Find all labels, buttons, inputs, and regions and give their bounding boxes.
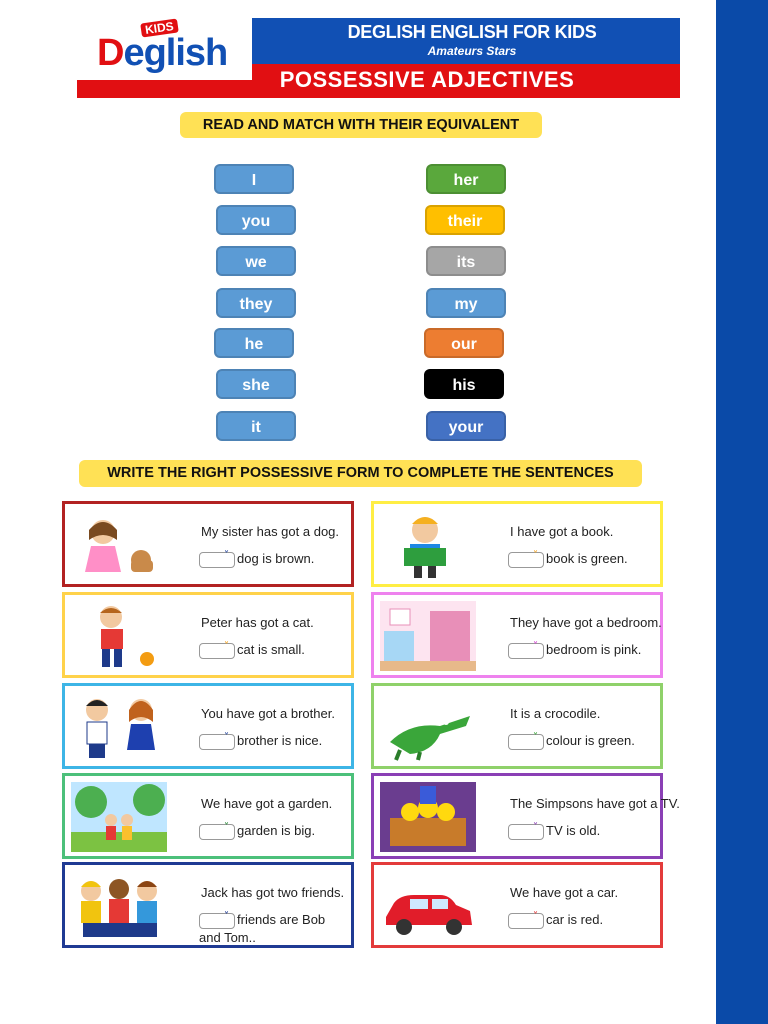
sentence-card [371, 683, 663, 769]
card-sentence: We have got a car. [510, 885, 619, 900]
chevron-down-icon: ˅ [224, 549, 229, 561]
chevron-down-icon: ˅ [533, 910, 538, 922]
card-sentence: We have got a garden. [201, 796, 333, 811]
sentence-card [371, 592, 663, 678]
answer-dropdown[interactable] [199, 821, 235, 840]
chevron-down-icon: ˅ [224, 731, 229, 743]
completion-text: bedroom is pink. [546, 642, 642, 657]
card-sentence: Jack has got two friends. [201, 885, 345, 900]
card-sentence: My sister has got a dog. [201, 524, 340, 539]
chevron-down-icon: ˅ [224, 910, 229, 922]
card-completion [508, 732, 658, 750]
simpsons-family-image [380, 782, 476, 852]
answer-dropdown[interactable] [199, 549, 235, 568]
card-sentence: Peter has got a cat. [201, 615, 314, 630]
completion-text: book is green. [546, 551, 628, 566]
family-garden-image [71, 782, 167, 852]
chevron-down-icon: ˅ [533, 821, 538, 833]
pronoun-box-2[interactable]: we [216, 246, 296, 276]
possessive-box-2[interactable]: its [426, 246, 506, 276]
completion-text: brother is nice. [237, 733, 323, 748]
card-completion [199, 822, 349, 840]
completion-text: TV is old. [546, 823, 601, 838]
pronoun-box-6[interactable]: it [216, 411, 296, 441]
chevron-down-icon: ˅ [533, 640, 538, 652]
card-sentence: It is a crocodile. [510, 706, 601, 721]
card-completion [508, 641, 658, 659]
card-sentence: The Simpsons have got a TV. [510, 796, 680, 811]
pronoun-box-1[interactable]: you [216, 205, 296, 235]
boy-with-cat-image [71, 601, 167, 671]
sentence-card [62, 592, 354, 678]
logo-wordmark: Deglish [97, 32, 228, 74]
sentence-card [371, 501, 663, 587]
header-title: DEGLISH ENGLISH FOR KIDS [347, 22, 597, 42]
logo-kids-badge: KIDS [140, 19, 178, 38]
completion-text: cat is small. [237, 642, 305, 657]
possessive-box-4[interactable]: our [424, 328, 504, 358]
answer-dropdown[interactable] [508, 910, 544, 929]
boy-and-girl-image [71, 692, 167, 762]
three-boys-image [71, 871, 167, 941]
sentence-card [62, 683, 354, 769]
boy-reading-book-image [380, 510, 476, 580]
pronoun-box-3[interactable]: they [216, 288, 296, 318]
card-completion [199, 641, 349, 659]
sentence-card [371, 862, 663, 948]
card-completion [199, 732, 349, 750]
completion-text: car is red. [546, 912, 604, 927]
section-label-match: READ AND MATCH WITH THEIR EQUIVALENT [180, 112, 542, 138]
red-car-image [380, 871, 476, 941]
answer-dropdown[interactable] [508, 549, 544, 568]
chevron-down-icon: ˅ [533, 549, 538, 561]
possessive-box-3[interactable]: my [426, 288, 506, 318]
answer-dropdown[interactable] [199, 910, 235, 929]
completion-text: colour is green. [546, 733, 635, 748]
completion-text: garden is big. [237, 823, 316, 838]
worksheet-header [77, 18, 680, 98]
possessive-box-6[interactable]: your [426, 411, 506, 441]
girl-with-dog-image [71, 510, 167, 580]
answer-dropdown[interactable] [508, 640, 544, 659]
header-subtitle: Amateurs Stars [427, 44, 517, 58]
sentence-card [371, 773, 680, 859]
card-completion [508, 911, 658, 929]
card-completion [199, 911, 349, 946]
card-completion [508, 822, 658, 840]
pronoun-box-0[interactable]: I [214, 164, 294, 194]
pronoun-box-5[interactable]: she [216, 369, 296, 399]
chevron-down-icon: ˅ [224, 821, 229, 833]
possessive-box-0[interactable]: her [426, 164, 506, 194]
completion-text: dog is brown. [237, 551, 315, 566]
card-sentence: I have got a book. [510, 524, 614, 539]
possessive-box-1[interactable]: their [425, 205, 505, 235]
completion-text: friends are Bob and Tom.. [199, 912, 326, 945]
card-completion [199, 550, 349, 568]
answer-dropdown[interactable] [199, 640, 235, 659]
deglish-logo [77, 18, 252, 80]
answer-dropdown[interactable] [199, 731, 235, 750]
possessive-box-5[interactable]: his [424, 369, 504, 399]
card-sentence: They have got a bedroom. [510, 615, 662, 630]
card-sentence: You have got a brother. [201, 706, 335, 721]
pronoun-box-4[interactable]: he [214, 328, 294, 358]
sentence-card [62, 501, 354, 587]
pink-bedroom-image [380, 601, 476, 671]
chevron-down-icon: ˅ [533, 731, 538, 743]
page-title: POSSESSIVE ADJECTIVES [279, 67, 575, 92]
chevron-down-icon: ˅ [224, 640, 229, 652]
section-label-complete: WRITE THE RIGHT POSSESSIVE FORM TO COMPLETE THE SENTENCES [79, 460, 642, 487]
sentence-card [62, 773, 354, 859]
sentence-card [62, 862, 354, 948]
answer-dropdown[interactable] [508, 821, 544, 840]
side-bar [716, 0, 768, 1024]
answer-dropdown[interactable] [508, 731, 544, 750]
card-completion [508, 550, 658, 568]
crocodile-image [380, 692, 476, 762]
